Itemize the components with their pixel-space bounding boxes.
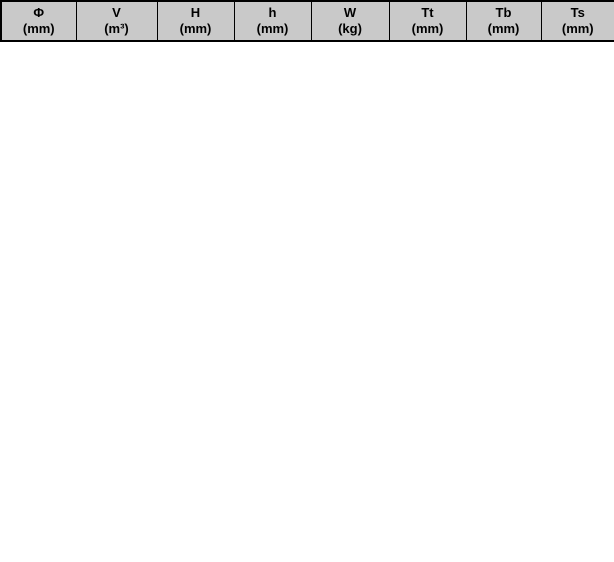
column-header bbox=[157, 1, 234, 41]
spec-table bbox=[0, 0, 614, 42]
column-header-symbol: W bbox=[343, 4, 357, 20]
column-header bbox=[466, 1, 541, 41]
column-header bbox=[76, 1, 157, 41]
column-header-unit: (mm) bbox=[487, 21, 520, 36]
column-header-unit: (kg) bbox=[338, 21, 362, 36]
column-header-symbol: Ts bbox=[570, 4, 585, 20]
header-row bbox=[1, 1, 614, 41]
column-header-symbol: H bbox=[190, 4, 201, 20]
column-header-unit: (mm) bbox=[561, 21, 594, 36]
column-header-unit: (m³) bbox=[104, 21, 129, 36]
column-header-unit: (mm) bbox=[22, 21, 55, 36]
column-header-unit: (mm) bbox=[411, 21, 444, 36]
column-header-symbol: h bbox=[268, 4, 277, 20]
column-header-symbol: V bbox=[112, 4, 121, 20]
column-header bbox=[541, 1, 614, 41]
column-header-symbol: Tt bbox=[421, 4, 434, 20]
column-header bbox=[311, 1, 389, 41]
column-header bbox=[389, 1, 466, 41]
column-header-symbol: Φ bbox=[33, 4, 45, 20]
column-header bbox=[234, 1, 311, 41]
column-header-symbol: Tb bbox=[495, 4, 512, 20]
column-header bbox=[1, 1, 76, 41]
column-header-unit: (mm) bbox=[179, 21, 212, 36]
table-header bbox=[1, 1, 614, 41]
column-header-unit: (mm) bbox=[256, 21, 289, 36]
